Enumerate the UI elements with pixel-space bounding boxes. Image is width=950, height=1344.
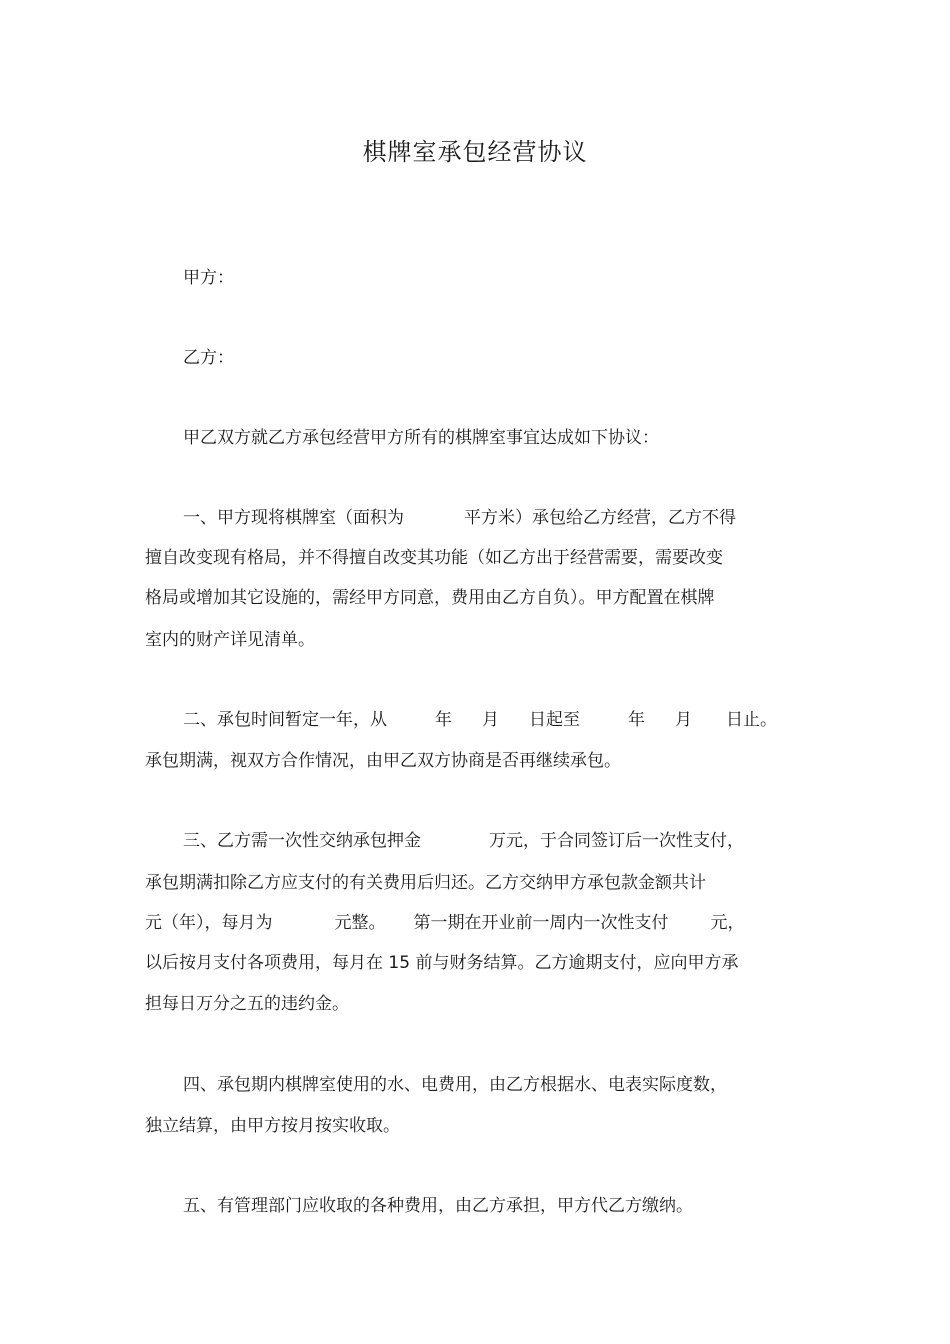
clause-1-text-a: 一、甲方现将棋牌室（面积为 [183, 508, 404, 528]
intro-paragraph: 甲乙双方就乙方承包经营甲方所有的棋牌室事宜达成如下协议： [183, 428, 659, 448]
clause-4-line-1: 四、承包期内棋牌室使用的水、电费用，由乙方根据水、电表实际度数， [183, 1075, 727, 1095]
clause-3-line-5: 担每日万分之五的违约金。 [145, 994, 349, 1014]
document-title: 棋牌室承包经营协议 [362, 138, 588, 166]
clause-3-line-2: 承包期满扣除乙方应支付的有关费用后归还。乙方交纳甲方承包款金额共计 [145, 873, 706, 893]
clause-1-line-4: 室内的财产详见清单。 [145, 630, 315, 650]
clause-3-text-c: 元（年），每月为 [145, 913, 273, 933]
start-month-label: 月 [482, 710, 499, 730]
end-month-label: 月 [675, 710, 692, 730]
start-year-label: 年 [435, 710, 452, 730]
end-year-label: 年 [628, 710, 645, 730]
clause-2-line-1 [183, 708, 777, 732]
clause-1-line-1 [183, 506, 736, 530]
clause-4-line-2: 独立结算，由甲方按月按实收取。 [145, 1116, 400, 1136]
clause-1-line-2: 擅自改变现有格局，并不得擅自改变其功能（如乙方出于经营需要，需要改变 [145, 548, 723, 568]
clause-3-line-3 [145, 911, 745, 935]
clause-3-text-e: 第一期在开业前一周内一次性支付 [413, 913, 669, 933]
clause-2-text-a: 二、承包时间暂定一年，从 [183, 710, 387, 730]
clause-5-line-1: 五、有管理部门应收取的各种费用，由乙方承担，甲方代乙方缴纳。 [183, 1196, 693, 1216]
end-day-label: 日止。 [726, 710, 777, 730]
party-b-label: 乙方： [183, 348, 234, 368]
clause-3-line-1 [183, 829, 744, 853]
clause-3-text-d: 元整。 [334, 913, 386, 933]
start-day-label: 日起至 [529, 710, 580, 730]
clause-3-text-f: 元， [710, 913, 745, 933]
clause-1-line-3: 格局或增加其它设施的，需经甲方同意，费用由乙方自负）。甲方配置在棋牌 [145, 588, 715, 608]
clause-3-line-4: 以后按月支付各项费用，每月在 15 前与财务结算。乙方逾期支付，应向甲方承 [145, 953, 739, 973]
clause-2-line-2: 承包期满，视双方合作情况，由甲乙双方协商是否再继续承包。 [145, 751, 621, 771]
clause-3-text-a: 三、乙方需一次性交纳承包押金 [183, 831, 421, 851]
clause-1-text-b: 平方米）承包给乙方经营，乙方不得 [464, 508, 736, 528]
party-a-label: 甲方： [183, 268, 234, 288]
clause-3-text-b: 万元，于合同签订后一次性支付， [489, 831, 744, 851]
